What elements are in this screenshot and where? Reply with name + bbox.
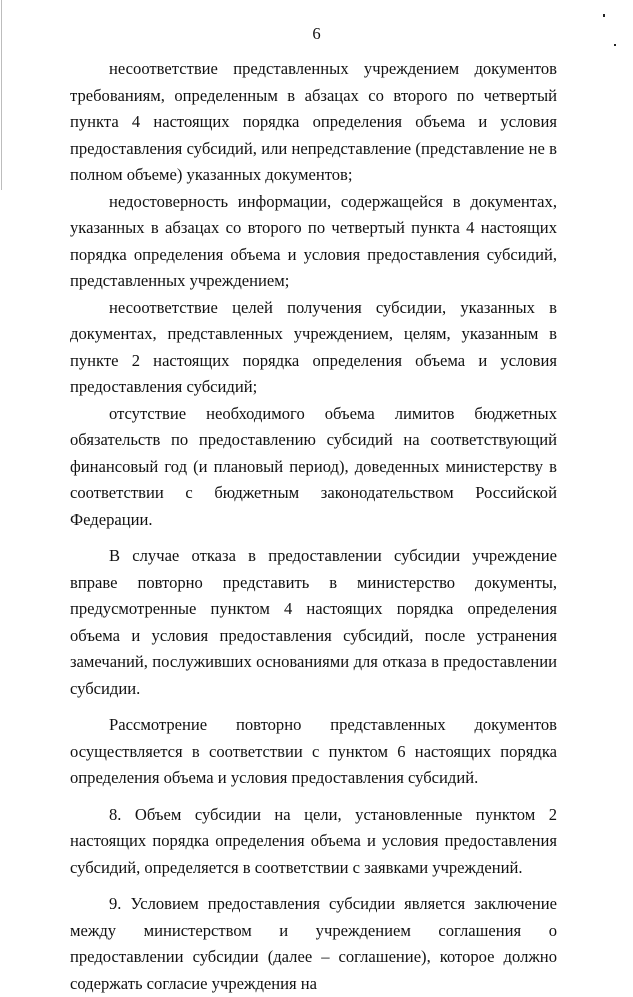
scan-speck bbox=[603, 14, 605, 17]
paragraph-refusal-resubmission: В случае отказа в предоставлении субсидии учреждение вправе повторно представить в министерство документы, предусмотренные пунктом 4 настоящих порядка определения объема и условия предоставления субсидий, после устранения замечаний, послуживших основаниями для отказа в предоставлении субсидии. bbox=[70, 546, 557, 698]
paragraph-item-8: 8. Объем субсидии на цели, установленные пунктом 2 настоящих порядка определения объема и условия предоставления субсидий, определяется в соответствии с заявками учреждений. bbox=[70, 804, 557, 877]
paragraph-budget-limits: отсутствие необходимого объема лимитов бюджетных обязательств по предоставлению субсидий на соответствующий финансовый год (и плановый период), доведенных министерству в соответствии с бюджетным законодательством Российской Федерации. bbox=[70, 403, 557, 529]
paragraph-nonconformity-documents: несоответствие представленных учреждением документов требованиям, определенным в абзацах со второго по четвертый пункта 4 настоящих порядка определения объема и условия предоставления субсидий, или непредставление (представление не в полном объеме) указанных документов; bbox=[70, 59, 557, 184]
paragraph-unreliable-information: недостоверность информации, содержащейся в документах, указанных в абзацах со второго по четвертый пункта 4 настоящих порядка определения объема и условия предоставления субсидий, представленных учреждением; bbox=[70, 191, 557, 290]
paragraph-repeat-review: Рассмотрение повторно представленных документов осуществляется в соответствии с пунктом 6 настоящих порядка определения объема и условия предоставления субсидий. bbox=[70, 715, 557, 787]
body-text bbox=[70, 56, 557, 997]
paragraph-item-9: 9. Условием предоставления субсидии является заключение между министерством и учреждением соглашения о предоставлении субсидии (далее – соглашение), которое должно содержать согласие учреждения на bbox=[70, 894, 557, 993]
paragraph-purpose-mismatch: несоответствие целей получения субсидии, указанных в документах, представленных учреждением, целям, указанным в пункте 2 настоящих порядка определения объема и условия предоставления субсидий; bbox=[70, 297, 557, 396]
page-number: 6 bbox=[312, 24, 321, 43]
scan-speck bbox=[614, 44, 616, 46]
